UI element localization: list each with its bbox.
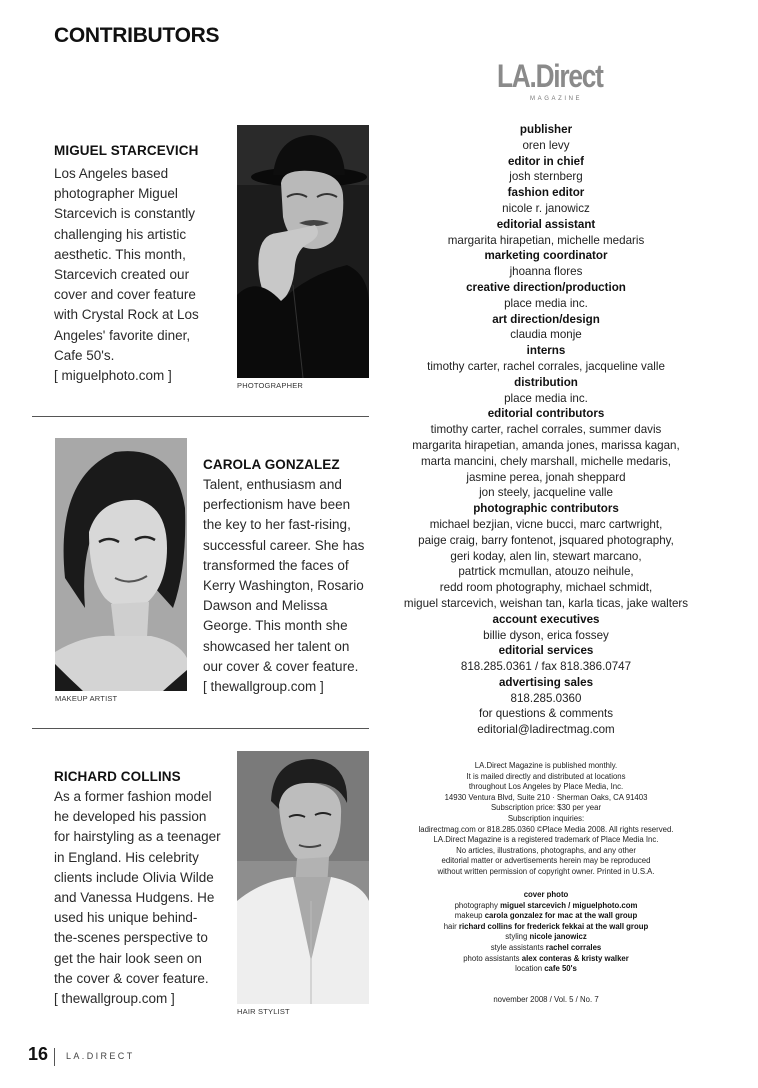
page-title: CONTRIBUTORS xyxy=(54,24,220,47)
credits-heading: cover photo xyxy=(523,890,569,899)
masthead-value: miguel starcevich, weishan tan, karla ticas, jake walters xyxy=(403,596,689,610)
masthead-value: place media inc. xyxy=(504,296,588,310)
section-divider xyxy=(32,416,369,417)
masthead-value: place media inc. xyxy=(504,391,588,405)
masthead-heading: creative direction/production xyxy=(466,280,626,294)
masthead-value: josh sternberg xyxy=(509,170,583,184)
masthead-value: claudia monje xyxy=(510,328,582,342)
email-link[interactable]: editorial@ladirectmag.com xyxy=(477,723,615,737)
photo-caption: PHOTOGRAPHER xyxy=(237,381,304,390)
photographer-photo xyxy=(237,125,369,378)
masthead-value: marta mancini, chely marshall, michelle medaris, xyxy=(421,454,671,468)
masthead-value: margarita hirapetian, michelle medaris xyxy=(447,233,645,247)
masthead-heading: editorial services xyxy=(498,644,594,658)
contributor-bio: Los Angeles based photographer Miguel Starcevich is constantly challenging his artistic aesthetic. This month, Starcevich created our cover and cover feature with Crystal Rock at Los Angeles' favorite diner, Cafe 50's. [ miguelphoto.com ] xyxy=(54,164,229,386)
masthead-value: 818.285.0360 xyxy=(510,691,582,705)
website-link[interactable]: [ thewallgroup.com ] xyxy=(54,991,175,1007)
issue-info: november 2008 / Vol. 5 / No. 7 xyxy=(493,995,599,1004)
masthead-heading: editorial assistant xyxy=(496,217,596,231)
photo-caption: HAIR STYLIST xyxy=(237,1007,290,1016)
masthead-value: timothy carter, rachel corrales, summer davis xyxy=(430,423,662,437)
masthead-value: nicole r. janowicz xyxy=(502,201,590,215)
masthead-heading: marketing coordinator xyxy=(484,249,608,263)
masthead-heading: distribution xyxy=(514,375,578,389)
masthead-value: timothy carter, rachel corrales, jacqueline valle xyxy=(427,359,665,373)
masthead xyxy=(396,122,696,738)
hair-stylist-photo xyxy=(237,751,369,1004)
masthead-value: billie dyson, erica fossey xyxy=(483,628,609,642)
page-number: 16 xyxy=(28,1044,49,1064)
contributor-name: CAROLA GONZALEZ xyxy=(203,457,340,472)
masthead-heading: account executives xyxy=(492,612,600,626)
masthead-heading: editorial contributors xyxy=(487,407,605,421)
cover-photo-credits: cover photo photography miguel starcevich / miguelphoto.com makeup carola gonzalez for mac at the wall group hair richard collins for frederick fekkai at the wall group styling nicole janowicz style assistants rachel corrales photo assistants alex conteras & kristy walker location cafe 50's xyxy=(443,890,649,974)
website-link[interactable]: [ miguelphoto.com ] xyxy=(54,368,172,384)
footer-divider xyxy=(54,1048,55,1066)
magazine-logo: LA.Direct MAGAZINE xyxy=(497,58,603,102)
contributor-bio: As a former fashion model he developed his passion for hairstyling as a teenager in England. His celebrity clients include Olivia Wilde and Vanessa Hudgens. He used his unique behind- the-scenes perspective to get the hair look seen on the cover & cover feature. [ thewallgroup.com ] xyxy=(54,787,234,1009)
masthead-value: jon steely, jacqueline valle xyxy=(479,486,613,500)
contributor-bio: Talent, enthusiasm and perfectionism have been the key to her fast-rising, successful career. She has transformed the faces of Kerry Washington, Rosario Dawson and Melissa George. This month she showcased her talent on our cover & cover feature. [ thewallgroup.com ] xyxy=(203,475,383,697)
masthead-heading: publisher xyxy=(519,123,573,136)
masthead-value: oren levy xyxy=(522,138,570,152)
footer-brand: LA.DIRECT xyxy=(66,1051,135,1061)
masthead-value: jhoanna flores xyxy=(509,265,583,279)
masthead-heading: art direction/design xyxy=(492,312,600,326)
contributor-name: RICHARD COLLINS xyxy=(54,769,181,784)
masthead-heading: fashion editor xyxy=(507,186,585,200)
masthead-value: patrtick mcmullan, atouzo neihule, xyxy=(458,565,634,579)
photo-caption: MAKEUP ARTIST xyxy=(55,694,118,703)
contributor-name: MIGUEL STARCEVICH xyxy=(54,143,199,158)
masthead-heading: advertising sales xyxy=(498,675,594,689)
publication-notice: LA.Direct Magazine is published monthly. It is mailed directly and distributed at locations throughout Los Angeles by Place Media, Inc. 14930 Ventura Blvd, Suite 210 · Sherman Oaks, CA 91403 Subscription price: $30 per year Subscription inquiries: ladirectmag.com or 818.285.0360 ©Place Media 2008. All rights reserved. LA.Direct Magazine is a registered trademark of Place Media Inc. No articles, illustrations, photographs, and any other editorial matter or advertisements herein may be reproduced without written permission of copyright owner. Printed in U.S.A. xyxy=(418,761,674,876)
masthead-value: for questions & comments xyxy=(478,707,614,721)
makeup-artist-photo xyxy=(55,438,187,691)
masthead-value: redd room photography, michael schmidt, xyxy=(439,581,653,595)
masthead-heading: photographic contributors xyxy=(473,502,619,516)
masthead-value: geri koday, alen lin, stewart marcano, xyxy=(450,549,642,563)
masthead-value: 818.285.0361 / fax 818.386.0747 xyxy=(460,660,632,674)
website-link[interactable]: [ thewallgroup.com ] xyxy=(203,679,324,695)
masthead-value: jasmine perea, jonah sheppard xyxy=(466,470,626,484)
masthead-value: paige craig, barry fontenot, jsquared photography, xyxy=(418,533,674,547)
masthead-value: michael bezjian, vicne bucci, marc cartwright, xyxy=(429,517,663,531)
section-divider xyxy=(32,728,369,729)
masthead-value: margarita hirapetian, amanda jones, marissa kagan, xyxy=(412,438,680,452)
masthead-heading: editor in chief xyxy=(507,154,584,168)
masthead-heading: interns xyxy=(526,344,566,358)
